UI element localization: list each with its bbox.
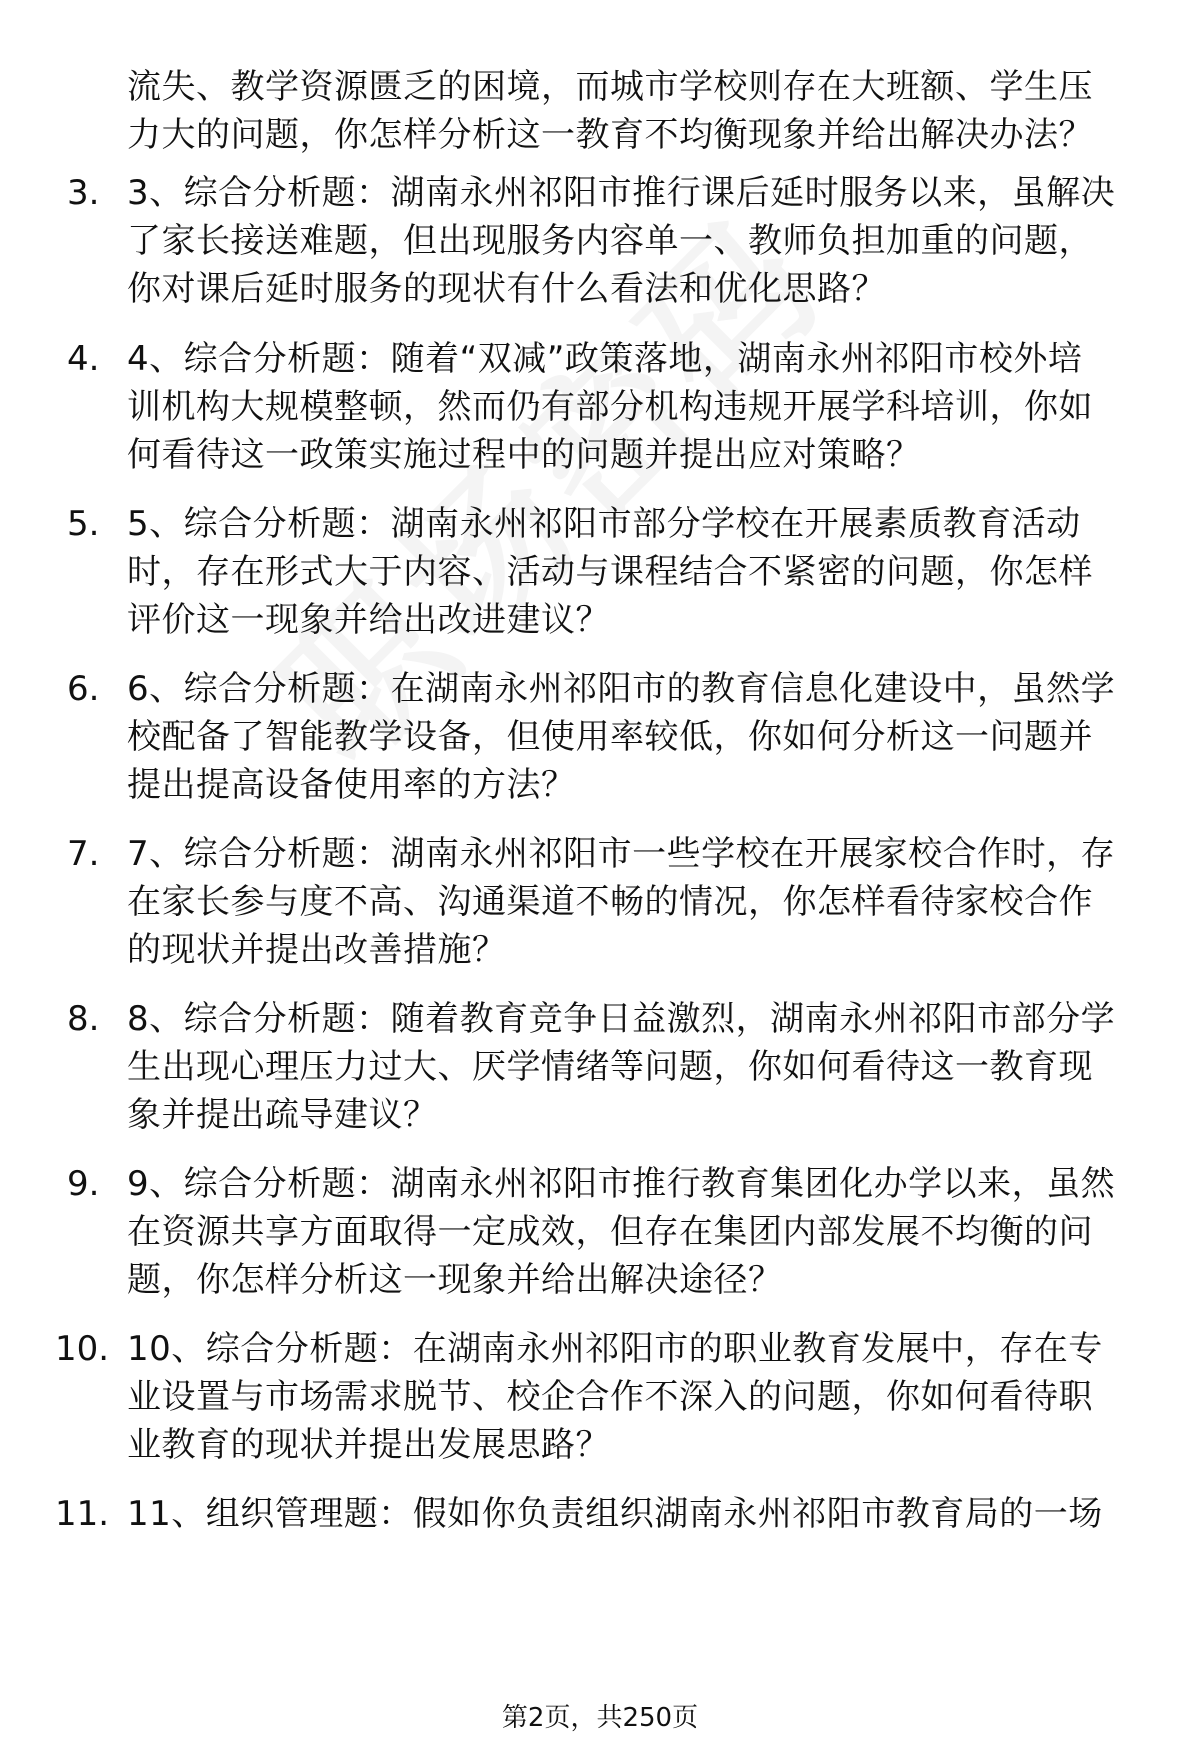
intro-line: 力大的问题，你怎样分析这一教育不均衡现象并给出解决办法？ — [127, 115, 1093, 155]
list-marker: 7. — [67, 834, 100, 874]
list-item-line: 9、综合分析题：湖南永州祁阳市推行教育集团化办学以来，虽然 — [127, 1164, 1116, 1204]
list-item-line: 3、综合分析题：湖南永州祁阳市推行课后延时服务以来，虽解决 — [127, 173, 1116, 213]
list-item-line: 6、综合分析题：在湖南永州祁阳市的教育信息化建设中，虽然学 — [127, 669, 1116, 709]
list-item-line: 4、综合分析题：随着“双减”政策落地，湖南永州祁阳市校外培 — [127, 339, 1083, 379]
list-marker: 3. — [67, 173, 100, 213]
list-item-line: 时，存在形式大于内容、活动与课程结合不紧密的问题，你怎样 — [127, 552, 1093, 592]
list-marker: 9. — [67, 1164, 100, 1204]
list-item-line: 校配备了智能教学设备，但使用率较低，你如何分析这一问题并 — [127, 717, 1093, 757]
list-marker: 10. — [55, 1329, 110, 1369]
intro-line: 流失、教学资源匮乏的困境，而城市学校则存在大班额、学生压 — [127, 67, 1093, 107]
list-item-line: 在家长参与度不高、沟通渠道不畅的情况，你怎样看待家校合作 — [127, 882, 1093, 922]
list-item-line: 5、综合分析题：湖南永州祁阳市部分学校在开展素质教育活动 — [127, 504, 1081, 544]
list-item-line: 业教育的现状并提出发展思路？ — [127, 1425, 610, 1465]
list-item-line: 8、综合分析题：随着教育竞争日益激烈，湖南永州祁阳市部分学 — [127, 999, 1116, 1039]
list-item-line: 象并提出疏导建议？ — [127, 1095, 438, 1135]
list-item-line: 生出现心理压力过大、厌学情绪等问题，你如何看待这一教育现 — [127, 1047, 1093, 1087]
list-marker: 4. — [67, 339, 100, 379]
list-item-line: 你对课后延时服务的现状有什么看法和优化思路？ — [127, 269, 886, 309]
list-item-line: 训机构大规模整顿，然而仍有部分机构违规开展学科培训，你如 — [127, 387, 1093, 427]
list-item-line: 题，你怎样分析这一现象并给出解决途径？ — [127, 1260, 783, 1300]
list-marker: 8. — [67, 999, 100, 1039]
list-item-line: 业设置与市场需求脱节、校企合作不深入的问题，你如何看待职 — [127, 1377, 1093, 1417]
list-item-line: 10、综合分析题：在湖南永州祁阳市的职业教育发展中，存在专 — [127, 1329, 1103, 1369]
page-footer: 第2页，共250页 — [501, 1703, 699, 1733]
list-item-line: 在资源共享方面取得一定成效，但存在集团内部发展不均衡的问 — [127, 1212, 1093, 1252]
list-item-line: 提出提高设备使用率的方法？ — [127, 765, 576, 805]
list-marker: 5. — [67, 504, 100, 544]
list-item-line: 何看待这一政策实施过程中的问题并提出应对策略？ — [127, 435, 921, 475]
list-item-line: 了家长接送难题，但出现服务内容单一、教师负担加重的问题， — [127, 221, 1093, 261]
list-marker: 11. — [55, 1494, 110, 1534]
list-item-line: 的现状并提出改善措施？ — [127, 930, 507, 970]
list-marker: 6. — [67, 669, 100, 709]
list-item-line: 评价这一现象并给出改进建议？ — [127, 600, 610, 640]
list-item-line: 7、综合分析题：湖南永州祁阳市一些学校在开展家校合作时，存 — [127, 834, 1116, 874]
list-item-line: 11、组织管理题：假如你负责组织湖南永州祁阳市教育局的一场 — [127, 1494, 1103, 1534]
